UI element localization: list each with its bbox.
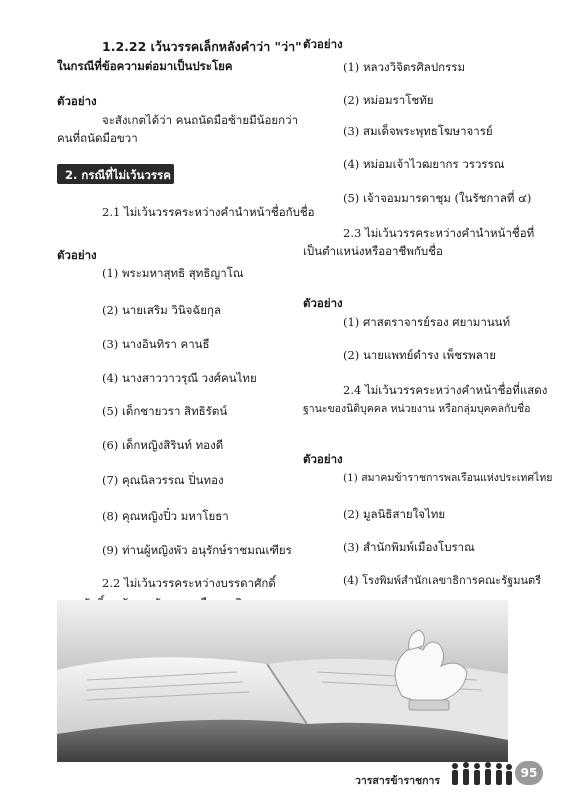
page-number: 95: [515, 761, 543, 785]
list-item: (1) สมาคมข้าราชการพลเรือนแห่งประเทศไทย: [343, 472, 553, 484]
list-item: (6) เด็กหญิงสิรินท์ ทองดี: [102, 438, 224, 452]
rule-2-3: 2.3 ไม่เว้นวรรคระหว่างคำนำหน้าชื่อที่: [343, 226, 535, 240]
section-badge: 2. กรณีที่ไม่เว้นวรรค: [57, 164, 174, 184]
list-item: (1) หลวงวิจิตรศิลปกรรม: [343, 60, 466, 74]
example-label: ตัวอย่าง: [303, 452, 343, 466]
people-silhouettes-icon: [449, 761, 515, 785]
list-item: (3) สมเด็จพระพุทธโฆษาจารย์: [343, 124, 493, 138]
list-item: (1) ศาสตราจารย์รอง ศยามานนท์: [343, 315, 511, 329]
example-text: คนที่ถนัดมือขวา: [57, 131, 138, 145]
list-item: (5) เด็กชายวรา สิทธิรัตน์: [102, 404, 228, 418]
section-heading-line2: ในกรณีที่ข้อความต่อมาเป็นประโยค: [57, 59, 233, 73]
list-item: (2) นายแพทย์ดำรง เพ็ชรพลาย: [343, 348, 497, 362]
list-item: (1) พระมหาสุทธิ สุทธิญาโณ: [102, 266, 244, 280]
book-rooster-photo: [57, 600, 508, 762]
example-label: ตัวอย่าง: [303, 296, 343, 310]
list-item: (4) หม่อมเจ้าไวฒยากร วรวรรณ: [343, 157, 505, 171]
rule-2-4: ฐานะของนิติบุคคล หน่วยงาน หรือกลุ่มบุคคลกับชื่อ: [303, 403, 531, 415]
rule-2-2: 2.2 ไม่เว้นวรรคระหว่างบรรดาศักดิ์: [102, 576, 276, 590]
list-item: (4) นางสาววาวรุณี วงศ์คนไทย: [102, 371, 257, 385]
example-label: ตัวอย่าง: [303, 37, 343, 51]
section-heading-1-2-22: 1.2.22 เว้นวรรคเล็กหลังคำว่า "ว่า": [102, 39, 302, 54]
list-item: (3) สำนักพิมพ์เมืองโบราณ: [343, 540, 475, 554]
list-item: (9) ท่านผู้หญิงพัว อนุรักษ์ราชมณเฑียร: [102, 543, 292, 557]
rule-2-1: 2.1 ไม่เว้นวรรคระหว่างคำนำหน้าชื่อกับชื่อ: [102, 205, 315, 219]
book-rooster-illustration: [57, 600, 508, 762]
list-item: (8) คุณหญิงปิ๋ว มหาโยธา: [102, 509, 229, 523]
list-item: (2) นายเสริม วินิจฉัยกุล: [102, 303, 222, 317]
list-item: (3) นางอินทิรา คานธี: [102, 337, 210, 351]
list-item: (2) หม่อมราโชทัย: [343, 93, 434, 107]
list-item: (4) โรงพิมพ์สำนักเลขาธิการคณะรัฐมนตรี: [343, 574, 542, 587]
journal-name: วารสารข้าราชการ: [355, 775, 441, 787]
example-label: ตัวอย่าง: [57, 248, 97, 262]
rule-2-4: 2.4 ไม่เว้นวรรคระหว่างคำหน้าชื่อที่แสดง: [343, 383, 548, 397]
example-text: จะสังเกตได้ว่า คนถนัดมือซ้ายมีน้อยกว่า: [102, 113, 299, 127]
list-item: (7) คุณนิลวรรณ ปิ่นทอง: [102, 473, 224, 487]
list-item: (5) เจ้าจอมมารดาชุม (ในรัชกาลที่ ๔): [343, 191, 532, 205]
example-label: ตัวอย่าง: [57, 94, 97, 108]
list-item: (2) มูลนิธิสายใจไทย: [343, 507, 446, 521]
rule-2-3: เป็นตำแหน่งหรืออาชีพกับชื่อ: [303, 244, 443, 258]
